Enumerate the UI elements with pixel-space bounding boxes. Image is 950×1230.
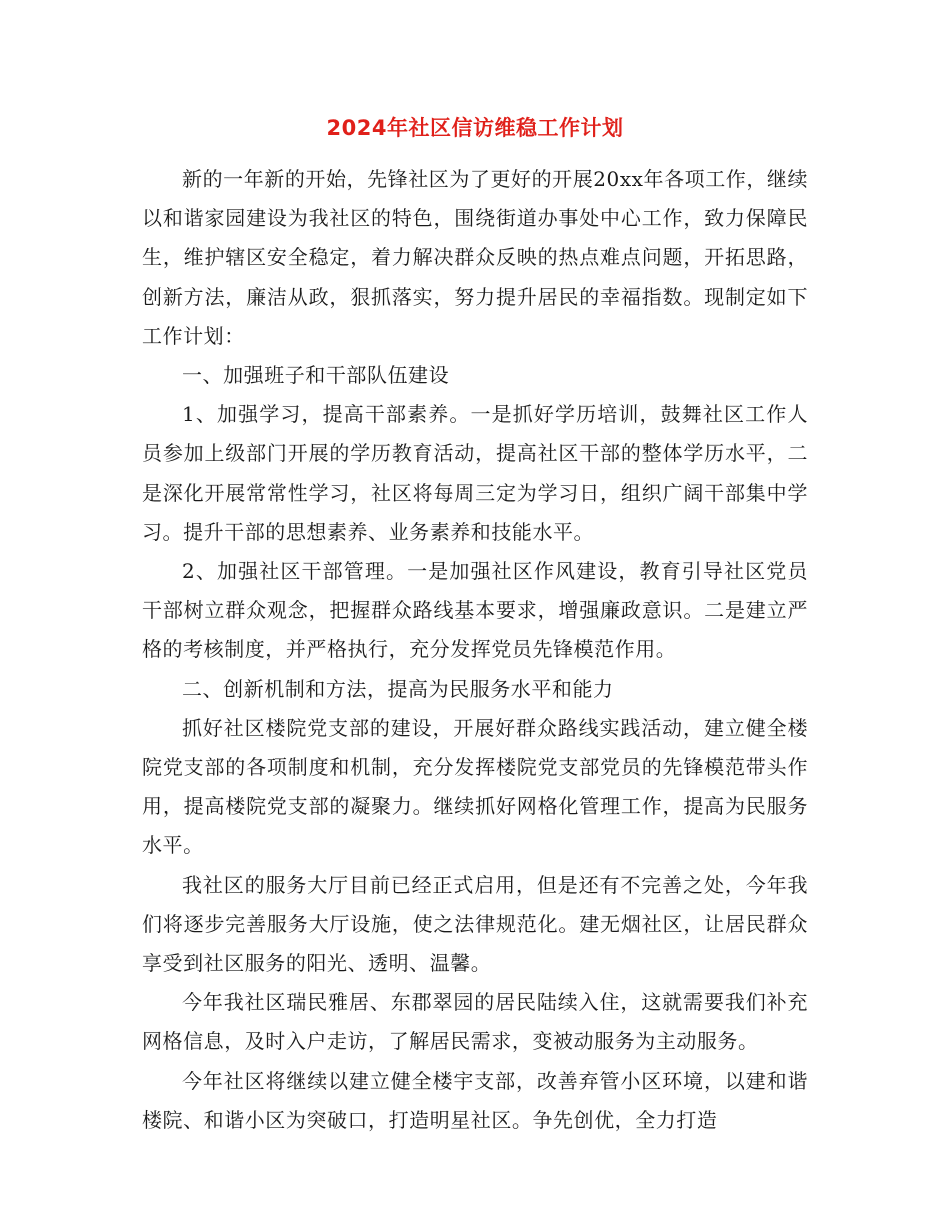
paragraph-service-hall: 我社区的服务大厅目前已经正式启用，但是还有不完善之处，今年我们将逐步完善服务大厅设施，使之法律规范化。建无烟社区，让居民群众享受到社区服务的阳光、透明、温馨。: [142, 872, 808, 976]
paragraph-management: 2、加强社区干部管理。一是加强社区作风建设，教育引导社区党员干部树立群众观念，把握群众路线基本要求，增强廉政意识。二是建立严格的考核制度，并严格执行，充分发挥党员先锋模范作用。: [142, 559, 808, 662]
paragraph-residents: 今年我社区瑞民雅居、东郡翠园的居民陆续入住，这就需要我们补充网格信息，及时入户走访，了解居民需求，变被动服务为主动服务。: [142, 990, 808, 1054]
document-title: 2024年社区信访维稳工作计划: [326, 116, 624, 140]
paragraph-community: 今年社区将继续以建立健全楼宇支部，改善弃管小区环境，以建和谐楼院、和谐小区为突破口，打造明星社区。争先创优，全力打造: [142, 1068, 808, 1132]
paragraph-party-branch: 抓好社区楼院党支部的建设，开展好群众路线实践活动，建立健全楼院党支部的各项制度和机制，充分发挥楼院党支部党员的先锋模范带头作用，提高楼院党支部的凝聚力。继续抓好网格化管理工作，提高为民服务水平。: [142, 715, 808, 858]
paragraph-study: 1、加强学习，提高干部素养。一是抓好学历培训，鼓舞社区工作人员参加上级部门开展的学历教育活动，提高社区干部的整体学历水平，二是深化开展常常性学习，社区将每周三定为学习日，组织广阔干部集中学习。提升干部的思想素养、业务素养和技能水平。: [142, 402, 808, 544]
section-heading-2: 二、创新机制和方法，提高为民服务水平和能力: [182, 676, 614, 701]
document-body: [142, 160, 808, 1140]
paragraph-intro: 新的一年新的开始，先锋社区为了更好的开展20xx年各项工作，继续以和谐家园建设为我社区的特色，围绕街道办事处中心工作，致力保障民生，维护辖区安全稳定，着力解决群众反映的热点难点问题，开拓思路，创新方法，廉洁从政，狠抓落实，努力提升居民的幸福指数。现制定如下工作计划：: [142, 167, 808, 348]
section-heading-1: 一、加强班子和干部队伍建设: [182, 363, 450, 388]
